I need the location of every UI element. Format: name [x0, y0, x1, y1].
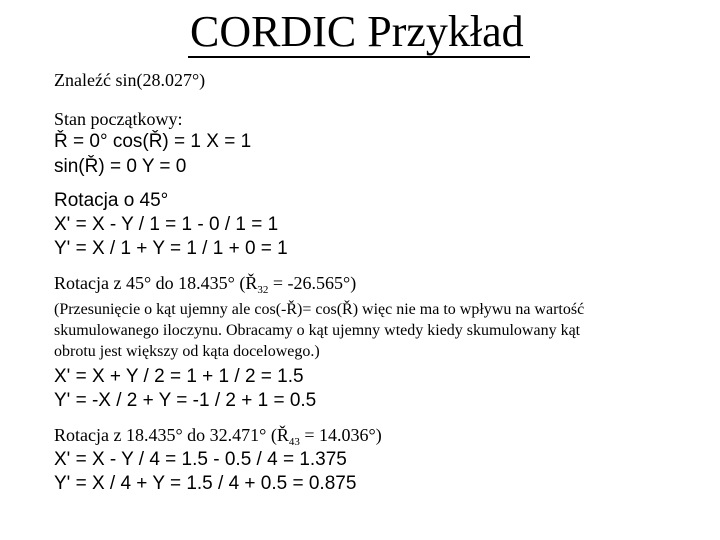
rotation-2-heading-subscript: 32 — [257, 284, 269, 296]
rotation-1-heading: Rotacja o 45° — [54, 190, 169, 211]
rotation-2-heading-text: Rotacja z 45° do 18.435° (Ř — [54, 273, 258, 293]
rotation-3-line-2: Y' = X / 4 + Y = 1.5 / 4 + 0.5 = 0.875 — [54, 473, 357, 494]
rotation-2-note-line-3: obrotu jest większy od kąta docelowego.) — [54, 343, 320, 360]
title-underline — [188, 56, 530, 58]
rotation-2-line-1: X' = X + Y / 2 = 1 + 1 / 2 = 1.5 — [54, 366, 304, 387]
find-statement: Znaleźć sin(28.027°) — [54, 70, 206, 90]
rotation-2-heading-value: = -26.565°) — [268, 273, 357, 293]
rotation-3-heading-subscript: 43 — [288, 436, 300, 448]
initial-state-line-2: sin(Ř) = 0 Y = 0 — [54, 156, 187, 177]
rotation-2-note-line-1: (Przesunięcie o kąt ujemny ale cos(-Ř)= cos(Ř) więc nie ma to wpływu na wartość — [54, 301, 585, 318]
rotation-1-line-2: Y' = X / 1 + Y = 1 / 1 + 0 = 1 — [54, 238, 288, 259]
rotation-2-note-line-2: skumulowanego iloczynu. Obracamy o kąt ujemny wtedy kiedy skumulowany kąt — [54, 322, 581, 339]
rotation-3-heading — [54, 425, 382, 448]
rotation-3-heading-value: = 14.036°) — [299, 425, 382, 445]
rotation-2-line-2: Y' = -X / 2 + Y = -1 / 2 + 1 = 0.5 — [54, 390, 317, 411]
rotation-1-line-1: X' = X - Y / 1 = 1 - 0 / 1 = 1 — [54, 214, 279, 235]
initial-state-line-1: Ř = 0° cos(Ř) = 1 X = 1 — [54, 131, 252, 152]
rotation-3-heading-text: Rotacja z 18.435° do 32.471° (Ř — [54, 425, 289, 445]
initial-state-heading: Stan początkowy: — [54, 109, 183, 129]
slide-title: CORDIC Przykład — [190, 7, 524, 56]
rotation-2-heading — [54, 273, 356, 296]
rotation-3-line-1: X' = X - Y / 4 = 1.5 - 0.5 / 4 = 1.375 — [54, 449, 347, 470]
